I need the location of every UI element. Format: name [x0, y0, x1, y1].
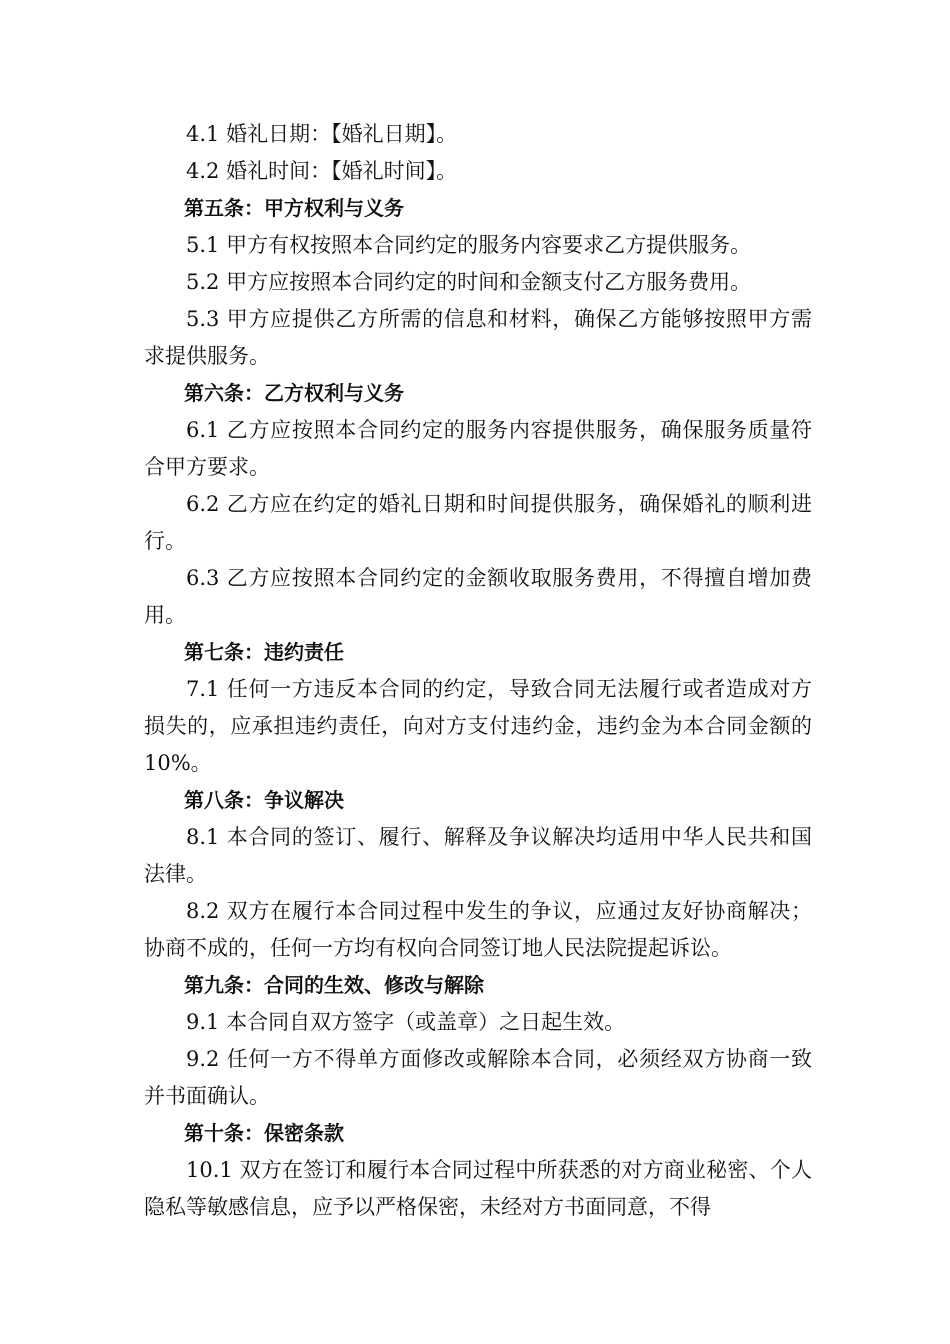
document-body [144, 116, 812, 1226]
article-8-heading: 第八条：争议解决 [184, 788, 344, 812]
clause-10-1: 10.1 双方在签订和履行本合同过程中所获悉的对方商业秘密、个人隐私等敏感信息，应予以严格保密，未经对方书面同意，不得 [144, 1158, 812, 1219]
clause-8-2: 8.2 双方在履行本合同过程中发生的争议，应通过友好协商解决；协商不成的，任何一方均有权向合同签订地人民法院提起诉讼。 [144, 899, 812, 960]
article-10-heading: 第十条：保密条款 [184, 1121, 344, 1145]
clause-4-2: 4.2 婚礼时间：【婚礼时间】。 [186, 159, 458, 183]
clause-6-1: 6.1 乙方应按照本合同约定的服务内容提供服务，确保服务质量符合甲方要求。 [144, 418, 812, 479]
clause-7-1: 7.1 任何一方违反本合同的约定，导致合同无法履行或者造成对方损失的，应承担违约责任，向对方支付违约金，违约金为本合同金额的10%。 [144, 677, 812, 775]
clause-4-1: 4.1 婚礼日期：【婚礼日期】。 [186, 122, 458, 146]
clause-5-3: 5.3 甲方应提供乙方所需的信息和材料，确保乙方能够按照甲方需求提供服务。 [144, 307, 812, 368]
clause-9-2: 9.2 任何一方不得单方面修改或解除本合同，必须经双方协商一致并书面确认。 [144, 1047, 812, 1108]
article-7-heading: 第七条：违约责任 [184, 640, 344, 664]
article-6-heading: 第六条：乙方权利与义务 [184, 381, 404, 405]
clause-5-2: 5.2 甲方应按照本合同约定的时间和金额支付乙方服务费用。 [186, 270, 752, 294]
clause-5-1: 5.1 甲方有权按照本合同约定的服务内容要求乙方提供服务。 [186, 233, 752, 257]
article-9-heading: 第九条：合同的生效、修改与解除 [184, 973, 484, 997]
clause-6-2: 6.2 乙方应在约定的婚礼日期和时间提供服务，确保婚礼的顺利进行。 [144, 492, 812, 553]
clause-6-3: 6.3 乙方应按照本合同约定的金额收取服务费用，不得擅自增加费用。 [144, 566, 812, 627]
clause-8-1: 8.1 本合同的签订、履行、解释及争议解决均适用中华人民共和国法律。 [144, 825, 812, 886]
clause-9-1: 9.1 本合同自双方签字（或盖章）之日起生效。 [186, 1010, 626, 1034]
article-5-heading: 第五条：甲方权利与义务 [184, 196, 404, 220]
